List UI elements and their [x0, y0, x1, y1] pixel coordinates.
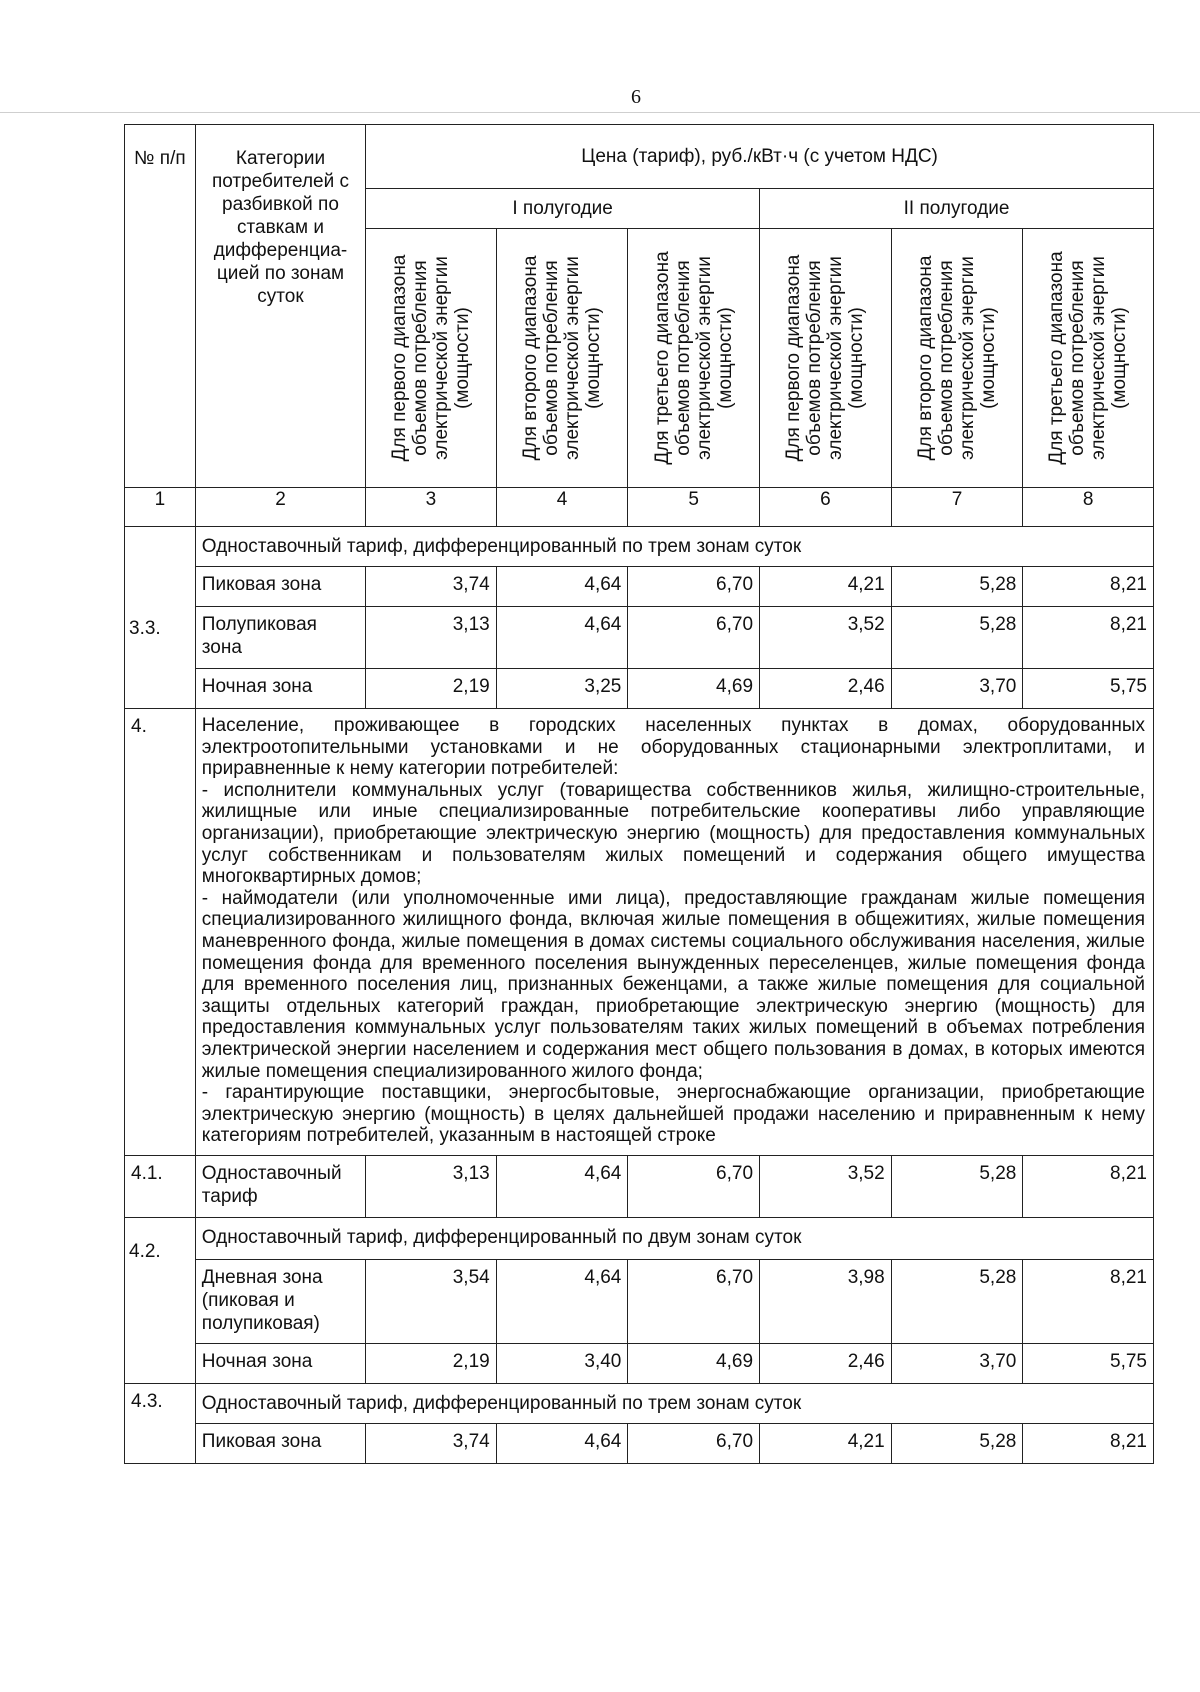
row-label: Одноставочный тариф — [195, 1155, 365, 1217]
row-label: Ночная зона — [195, 1343, 365, 1383]
header-range-text: Для второго диапазона объемов потребления электрической энергии (мощности) — [520, 255, 605, 461]
value-cell: 5,28 — [891, 567, 1023, 607]
row-label: Ночная зона — [195, 669, 365, 709]
value-cell: 3,52 — [760, 607, 892, 669]
header-half-1: I полугодие — [366, 189, 760, 229]
row-label: Пиковая зона — [195, 567, 365, 607]
value-cell: 6,70 — [628, 567, 760, 607]
value-cell: 6,70 — [628, 1155, 760, 1217]
value-cell: 4,21 — [760, 1423, 892, 1463]
row-label: Полупиковая зона — [195, 607, 365, 669]
value-cell: 4,69 — [628, 1343, 760, 1383]
header-range-text: Для третьего диапазона объемов потребления электрической энергии (мощности) — [651, 251, 736, 465]
column-number: 7 — [891, 488, 1023, 527]
description-paragraph: - исполнители коммунальных услуг (товарищества собственников жилья, жилищно-строительные, жилищные или иные специализированные потребительские кооперативы либо управляющие организации), приобретающие электрическую энергию (мощность) для предоставления коммунальных услуг собственникам и пользователям жилых помещений и содержания общего имущества многоквартирных домов; — [201, 779, 1145, 888]
column-number: 1 — [125, 488, 196, 527]
header-range-cell — [760, 229, 892, 488]
table-row — [125, 1423, 1154, 1463]
header-range-cell — [366, 229, 497, 488]
value-cell: 4,64 — [496, 1155, 628, 1217]
column-number: 4 — [496, 488, 628, 527]
section-4-row — [125, 709, 1154, 1156]
value-cell: 5,28 — [891, 1259, 1023, 1343]
value-cell: 3,13 — [366, 1155, 497, 1217]
header-num: № п/п — [125, 125, 196, 488]
value-cell: 3,13 — [366, 607, 497, 669]
value-cell: 3,54 — [366, 1259, 497, 1343]
value-cell: 3,52 — [760, 1155, 892, 1217]
value-cell: 8,21 — [1023, 1259, 1154, 1343]
value-cell: 3,25 — [496, 669, 628, 709]
value-cell: 5,28 — [891, 607, 1023, 669]
value-cell: 3,98 — [760, 1259, 892, 1343]
value-cell: 4,64 — [496, 567, 628, 607]
row-number: 3.3. — [125, 527, 196, 709]
column-number: 8 — [1023, 488, 1154, 527]
header-range-text: Для первого диапазона объемов потребления электрической энергии (мощности) — [783, 254, 868, 462]
row-label: Дневная зона (пиковая и полупиковая) — [195, 1259, 365, 1343]
column-number: 2 — [195, 488, 365, 527]
row-label: Пиковая зона — [195, 1423, 365, 1463]
header-range-text: Для третьего диапазона объемов потребления электрической энергии (мощности) — [1046, 251, 1131, 465]
value-cell: 3,70 — [891, 669, 1023, 709]
page-number: 6 — [631, 86, 641, 108]
header-range-cell — [496, 229, 628, 488]
value-cell: 5,28 — [891, 1155, 1023, 1217]
value-cell: 3,74 — [366, 1423, 497, 1463]
column-number: 5 — [628, 488, 760, 527]
header-range-cell — [628, 229, 760, 488]
row-number: 4.2. — [125, 1217, 196, 1383]
value-cell: 4,64 — [496, 607, 628, 669]
header-row-1 — [125, 125, 1154, 189]
column-number: 6 — [760, 488, 892, 527]
value-cell: 8,21 — [1023, 1155, 1154, 1217]
scan-edge-line — [0, 112, 1200, 113]
value-cell: 3,74 — [366, 567, 497, 607]
table-row — [125, 567, 1154, 607]
header-half-2: II полугодие — [760, 189, 1154, 229]
value-cell: 4,64 — [496, 1423, 628, 1463]
value-cell: 2,46 — [760, 669, 892, 709]
table-row — [125, 669, 1154, 709]
header-range-cell — [891, 229, 1023, 488]
row-number: 4. — [125, 709, 196, 1156]
value-cell: 2,19 — [366, 669, 497, 709]
section-title: Одноставочный тариф, дифференцированный по трем зонам суток — [195, 1383, 1153, 1423]
value-cell: 4,21 — [760, 567, 892, 607]
section-4-description — [195, 709, 1153, 1156]
section-4-2-title-row — [125, 1217, 1154, 1259]
value-cell: 8,21 — [1023, 607, 1154, 669]
value-cell: 3,70 — [891, 1343, 1023, 1383]
value-cell: 4,69 — [628, 669, 760, 709]
table-row — [125, 1343, 1154, 1383]
row-number: 4.1. — [125, 1155, 196, 1217]
section-title: Одноставочный тариф, дифференцированный по трем зонам суток — [195, 527, 1153, 567]
header-category: Категории потребителей с разбивкой по ставкам и дифференциа-цией по зонам суток — [195, 125, 365, 488]
description-paragraph: - наймодатели (или уполномоченные ими лица), предоставляющие гражданам жилые помещения специализированного жилищного фонда, включая жилые помещения в общежитиях, жилые помещения маневренного фонда, жилые помещения в домах системы социального обслуживания населения, жилые помещения фонда для временного поселения вынужденных переселенцев, жилые помещения фонда для временного поселения лиц, признанных беженцами, а также жилые помещения для социальной защиты отдельных категорий граждан, приобретающие электрическую энергию (мощность) для предоставления коммунальных услуг пользователям таких жилых помещений в объемах потребления электрической энергии населением и содержания мест общего пользования в домах, в которых имеются жилые помещения специализированного жилого фонда; — [201, 887, 1145, 1082]
value-cell: 5,75 — [1023, 669, 1154, 709]
section-3-3-title-row — [125, 527, 1154, 567]
value-cell: 2,46 — [760, 1343, 892, 1383]
value-cell: 2,19 — [366, 1343, 497, 1383]
value-cell: 3,40 — [496, 1343, 628, 1383]
value-cell: 5,28 — [891, 1423, 1023, 1463]
section-4-3-title-row — [125, 1383, 1154, 1423]
value-cell: 8,21 — [1023, 567, 1154, 607]
table-row — [125, 607, 1154, 669]
description-paragraph: Население, проживающее в городских населенных пунктах в домах, оборудованных электроотопительными установками и не оборудованных стационарными электроплитами, и приравненные к нему категории потребителей: — [201, 715, 1145, 780]
table-row — [125, 1155, 1154, 1217]
value-cell: 6,70 — [628, 1423, 760, 1463]
column-number: 3 — [366, 488, 497, 527]
row-number: 4.3. — [125, 1383, 196, 1463]
value-cell: 6,70 — [628, 607, 760, 669]
header-price: Цена (тариф), руб./кВт·ч (с учетом НДС) — [366, 125, 1154, 189]
header-range-text: Для второго диапазона объемов потребления электрической энергии (мощности) — [915, 255, 1000, 461]
section-title: Одноставочный тариф, дифференцированный по двум зонам суток — [195, 1217, 1153, 1259]
description-paragraph: - гарантирующие поставщики, энергосбытовые, энергоснабжающие организации, приобретающие электрическую энергию (мощность) в целях дальнейшей продажи населению и приравненным к нему категориям потребителей, указанным в настоящей строке — [201, 1082, 1145, 1147]
header-range-cell — [1023, 229, 1154, 488]
header-range-text: Для первого диапазона объемов потребления электрической энергии (мощности) — [388, 254, 473, 462]
column-numbers-row — [125, 488, 1154, 527]
tariff-table — [124, 124, 1154, 1464]
value-cell: 5,75 — [1023, 1343, 1154, 1383]
table-row — [125, 1259, 1154, 1343]
value-cell: 6,70 — [628, 1259, 760, 1343]
value-cell: 8,21 — [1023, 1423, 1154, 1463]
value-cell: 4,64 — [496, 1259, 628, 1343]
